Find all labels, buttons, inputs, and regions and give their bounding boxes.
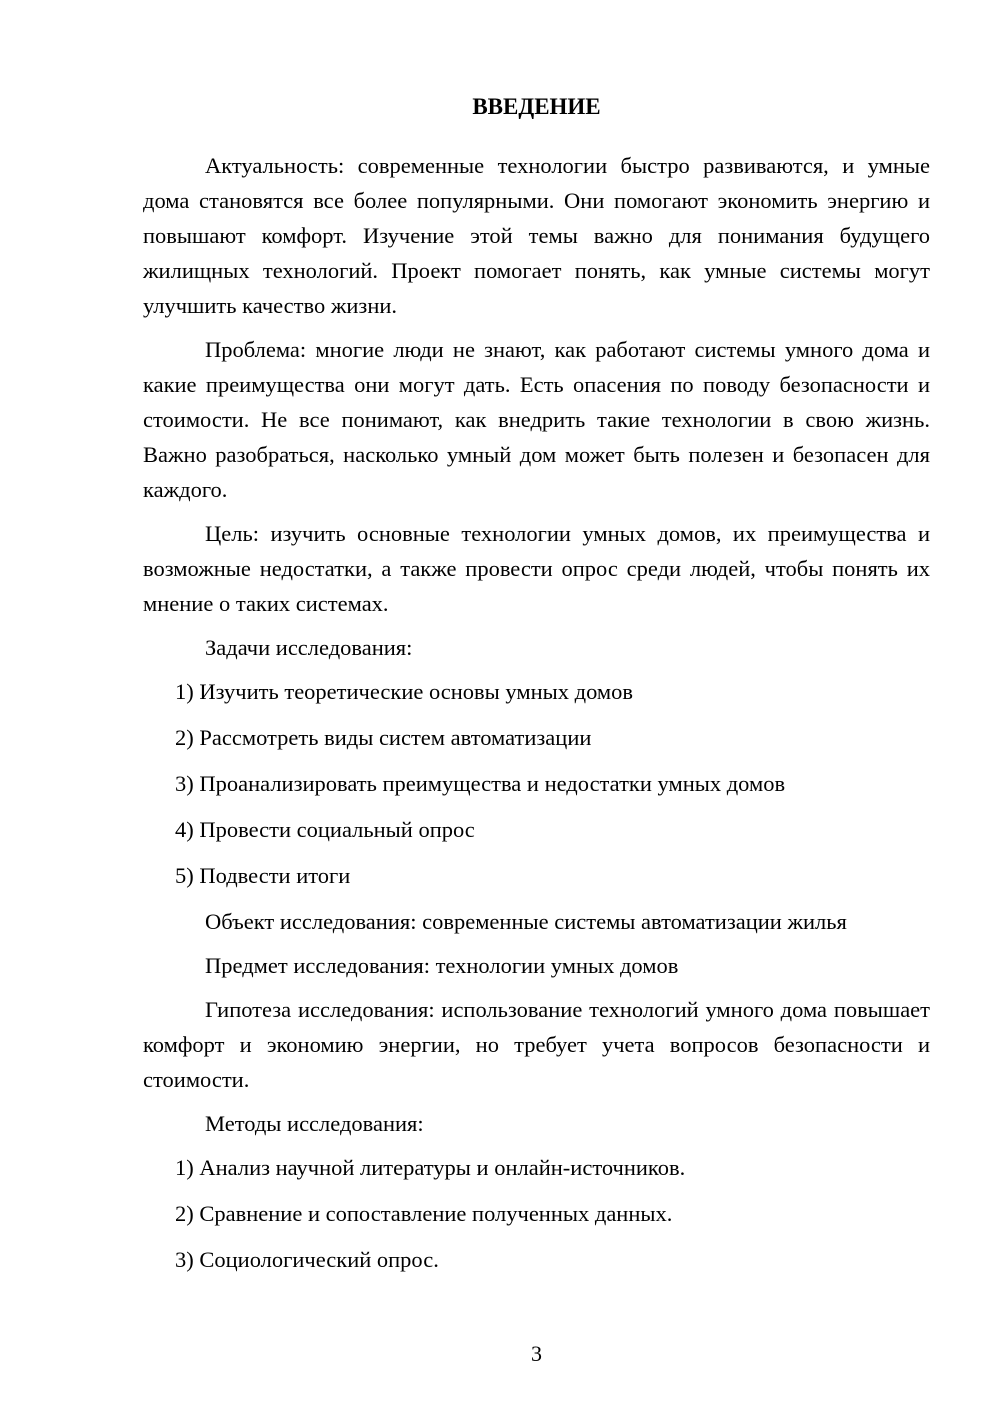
paragraph-subject: Предмет исследования: технологии умных домов <box>205 953 679 978</box>
task-list-item: 3) Проанализировать преимущества и недостатки умных домов <box>175 771 786 796</box>
paragraph-tasks-heading: Задачи исследования: <box>205 635 413 660</box>
paragraph-problem: Проблема: многие люди не знают, как работают системы умного дома и какие преимущества они могут дать. Есть опасения по поводу безопасности и стоимости. Не все понимают, как внедрить такие технологии в свою жизнь. Важно разобраться, насколько умный дом может быть полезен и безопасен для каждого. <box>143 337 930 502</box>
method-list-item: 1) Анализ научной литературы и онлайн-источников. <box>175 1155 686 1180</box>
task-list-item: 2) Рассмотреть виды систем автоматизации <box>175 725 592 750</box>
method-list-item: 3) Социологический опрос. <box>175 1247 439 1272</box>
task-list-item: 4) Провести социальный опрос <box>175 817 475 842</box>
page-number: 3 <box>531 1341 542 1366</box>
task-list-item: 5) Подвести итоги <box>175 863 351 888</box>
task-list-item: 1) Изучить теоретические основы умных домов <box>175 679 634 704</box>
paragraph-object: Объект исследования: современные системы автоматизации жилья <box>205 909 847 934</box>
paragraph-goal: Цель: изучить основные технологии умных домов, их преимущества и возможные недостатки, а также провести опрос среди людей, чтобы понять их мнение о таких системах. <box>143 521 930 616</box>
paragraph-relevance: Актуальность: современные технологии быстро развиваются, и умные дома становятся все более популярными. Они помогают экономить энергию и повышают комфорт. Изучение этой темы важно для понимания будущего жилищных технологий. Проект помогает понять, как умные системы могут улучшить качество жизни. <box>143 153 930 318</box>
paragraph-hypothesis: Гипотеза исследования: использование технологий умного дома повышает комфорт и экономию энергии, но требует учета вопросов безопасности и стоимости. <box>143 997 930 1092</box>
method-list-item: 2) Сравнение и сопоставление полученных данных. <box>175 1201 673 1226</box>
paragraph-methods-heading: Методы исследования: <box>205 1111 424 1136</box>
page-title: ВВЕДЕНИЕ <box>472 94 601 119</box>
